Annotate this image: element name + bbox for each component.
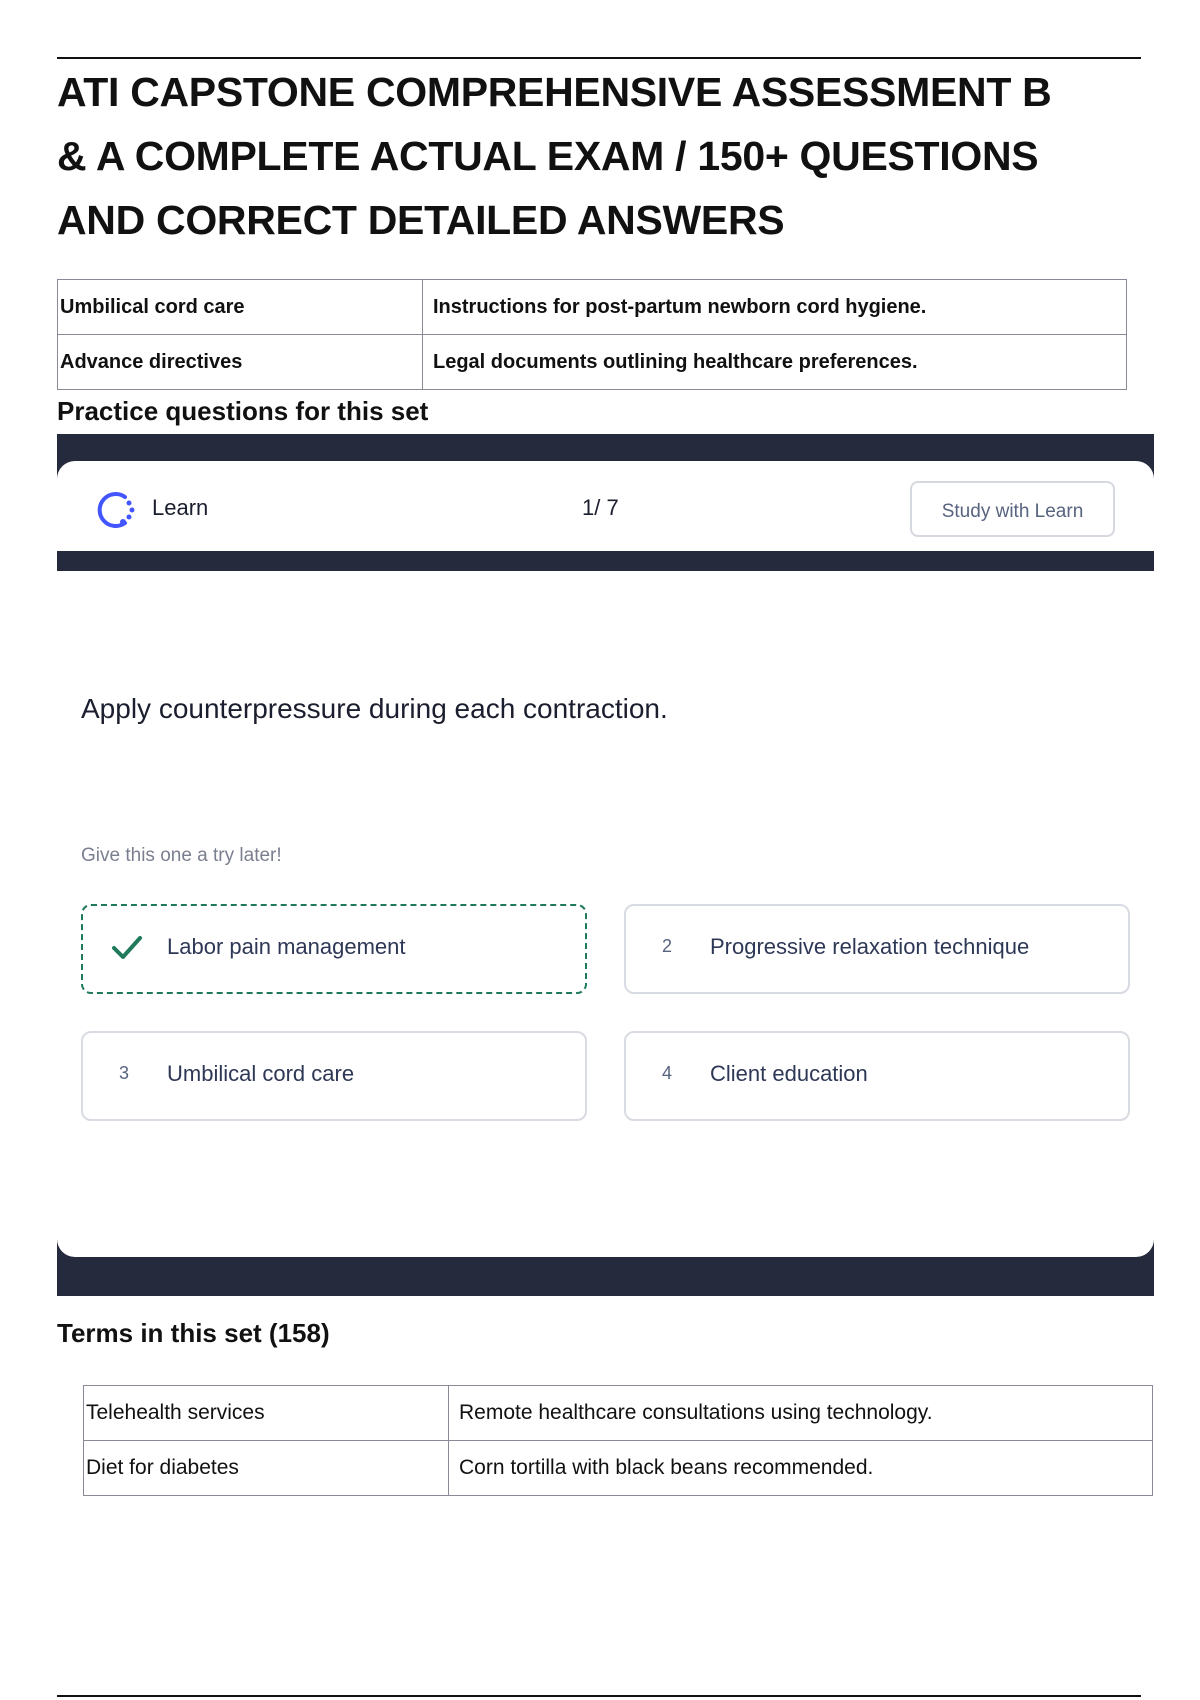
progress-counter: 1/ 7 [582, 495, 619, 520]
learn-icon [95, 489, 137, 531]
term-cell: Advance directives [58, 335, 423, 390]
learn-label: Learn [152, 495, 209, 520]
hint-text: Give this one a try later! [81, 845, 282, 866]
terms-table-top [57, 279, 1127, 390]
term-cell: Telehealth services [84, 1386, 449, 1441]
option-number: 4 [662, 1063, 673, 1083]
question-prompt: Apply counterpressure during each contraction. [81, 693, 668, 724]
definition-cell: Remote healthcare consultations using technology. [449, 1386, 1153, 1441]
checkmark-icon [109, 930, 145, 966]
answer-option[interactable] [624, 1031, 1130, 1121]
table-row [84, 1441, 1153, 1496]
table-row [84, 1386, 1153, 1441]
top-divider [57, 57, 1141, 59]
term-cell: Diet for diabetes [84, 1441, 449, 1496]
bottom-divider [57, 1695, 1141, 1697]
document-title: ATI CAPSTONE COMPREHENSIVE ASSESSMENT B & A COMPLETE ACTUAL EXAM / 150+ QUESTIONS AND CORRECT DETAILED ANSWERS [57, 69, 1052, 243]
practice-heading: Practice questions for this set [57, 396, 429, 426]
learn-widget [57, 434, 1154, 1296]
option-number: 3 [119, 1063, 130, 1083]
terms-table [83, 1385, 1153, 1496]
answer-option[interactable] [624, 904, 1130, 994]
option-label: Progressive relaxation technique [710, 934, 1030, 959]
answer-option[interactable] [81, 1031, 587, 1121]
option-label: Client education [710, 1061, 868, 1086]
table-row [58, 280, 1127, 335]
study-with-learn-button[interactable]: Study with Learn [910, 481, 1115, 537]
answer-option-correct[interactable] [81, 904, 587, 994]
definition-cell: Legal documents outlining healthcare preferences. [423, 335, 1127, 390]
term-cell: Umbilical cord care [58, 280, 423, 335]
question-card [57, 571, 1154, 1257]
definition-cell: Corn tortilla with black beans recommended. [449, 1441, 1153, 1496]
option-label: Labor pain management [167, 934, 406, 959]
option-number: 2 [662, 936, 673, 956]
definition-cell: Instructions for post-partum newborn cord hygiene. [423, 280, 1127, 335]
learn-header [57, 461, 1154, 551]
table-row [58, 335, 1127, 390]
terms-heading: Terms in this set (158) [57, 1318, 330, 1348]
option-label: Umbilical cord care [167, 1061, 355, 1086]
